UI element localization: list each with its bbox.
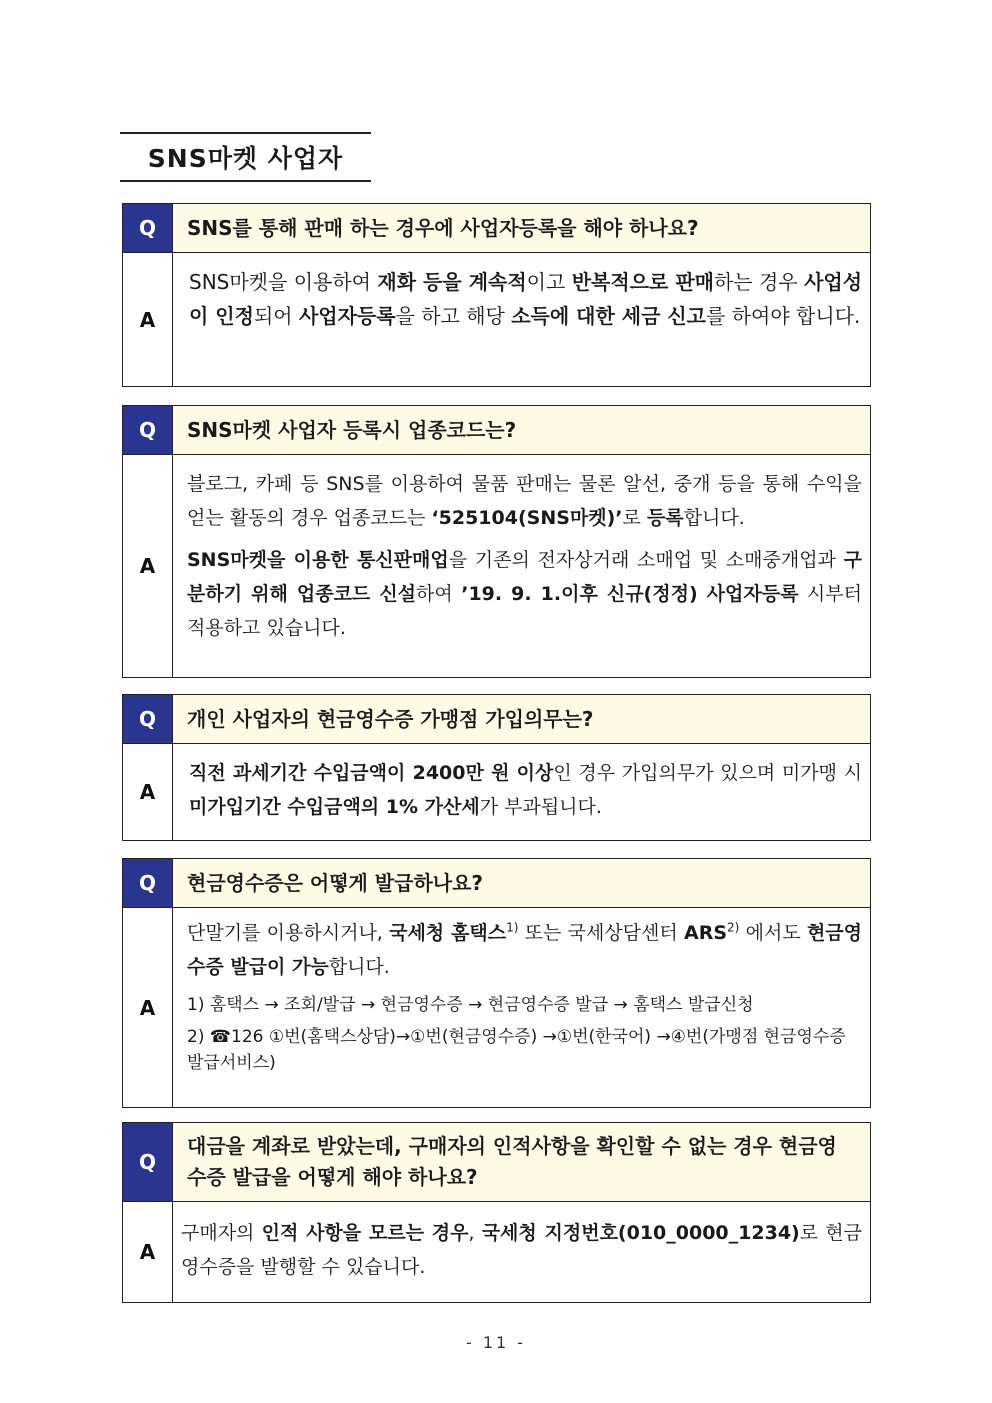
answer-paragraph: 단말기를 이용하시거나, 국세청 홈택스$^{1)}$ 또는 국세상담센터 ARS$^{2)}$ 에서도 현금영수증 발급이 가능합니다. xyxy=(187,920,862,978)
question-label: Q xyxy=(123,1123,173,1201)
page-number: - 11 - xyxy=(465,1333,527,1352)
question-label: Q xyxy=(123,695,173,743)
answer-paragraph: 직전 과세기간 수입금액이 2400만 원 이상인 경우 가입의무가 있으며 미가맹 시 미가입기간 수입금액의 1% 가산세가 부과됩니다. xyxy=(189,762,862,818)
question-text: SNS를 통해 판매 하는 경우에 사업자등록을 해야 하나요? xyxy=(187,215,699,240)
question-text: 대금을 계좌로 받았는데, 구매자의 인적사항을 확인할 수 없는 경우 현금영수증 발급을 어떻게 해야 하나요? xyxy=(187,1134,837,1189)
answer-label: A xyxy=(123,744,173,840)
question-label: Q xyxy=(123,406,173,454)
question-text: 개인 사업자의 현금영수증 가맹점 가입의무는? xyxy=(187,706,594,731)
answer-paragraph: SNS마켓을 이용한 통신판매업을 기존의 전자상거래 소매업 및 소매중개업과 구분하기 위해 업종코드 신설하여 ’19. 9. 1.이후 신규(정정) 사업자등록 시부터 적용하고 있습니다. xyxy=(187,549,862,639)
answer-paragraph: SNS마켓을 이용하여 재화 등을 계속적이고 반복적으로 판매하는 경우 사업성이 인정되어 사업자등록을 하고 해당 소득에 대한 세금 신고를 하여야 합니다. xyxy=(189,270,863,328)
answer-label: A xyxy=(123,253,173,386)
answer-label: A xyxy=(123,455,173,677)
answer-label: A xyxy=(123,1202,173,1302)
answer-body xyxy=(173,1202,870,1302)
answer-paragraph: 블로그, 카페 등 SNS를 이용하여 물품 판매는 물론 알선, 중개 등을 통해 수익을 얻는 활동의 경우 업종코드는 ‘525104(SNS마켓)’로 등록합니다. xyxy=(187,473,862,529)
answer-label: A xyxy=(123,908,173,1107)
answer-body xyxy=(173,253,870,386)
qa-block-5 xyxy=(122,1122,871,1303)
section-title: SNS마켓 사업자 xyxy=(120,132,371,182)
answer-body xyxy=(173,908,870,1107)
answer-body xyxy=(173,744,870,840)
answer-paragraph: 구매자의 인적 사항을 모르는 경우, 국세청 지정번호(010_0000_1234)로 현금영수증을 발행할 수 있습니다. xyxy=(181,1222,862,1278)
answer-body xyxy=(173,455,870,677)
question-text: 현금영수증은 어떻게 발급하나요? xyxy=(187,870,484,895)
qa-block-1 xyxy=(122,203,871,387)
footnote-1: 1) 홈택스 → 조회/발급 → 현금영수증 → 현금영수증 발급 → 홈택스 발급신청 xyxy=(187,995,754,1015)
question-label: Q xyxy=(123,859,173,907)
question-label: Q xyxy=(123,204,173,252)
footnote-2: 2) ☎126 ①번(홈택스상담)→①번(현금영수증) →①번(한국어) →④번(가맹점 현금영수증 발급서비스) xyxy=(187,1027,846,1073)
question-text: SNS마켓 사업자 등록시 업종코드는? xyxy=(187,417,517,442)
qa-block-4 xyxy=(122,858,871,1108)
qa-block-2 xyxy=(122,405,871,678)
qa-block-3 xyxy=(122,694,871,841)
